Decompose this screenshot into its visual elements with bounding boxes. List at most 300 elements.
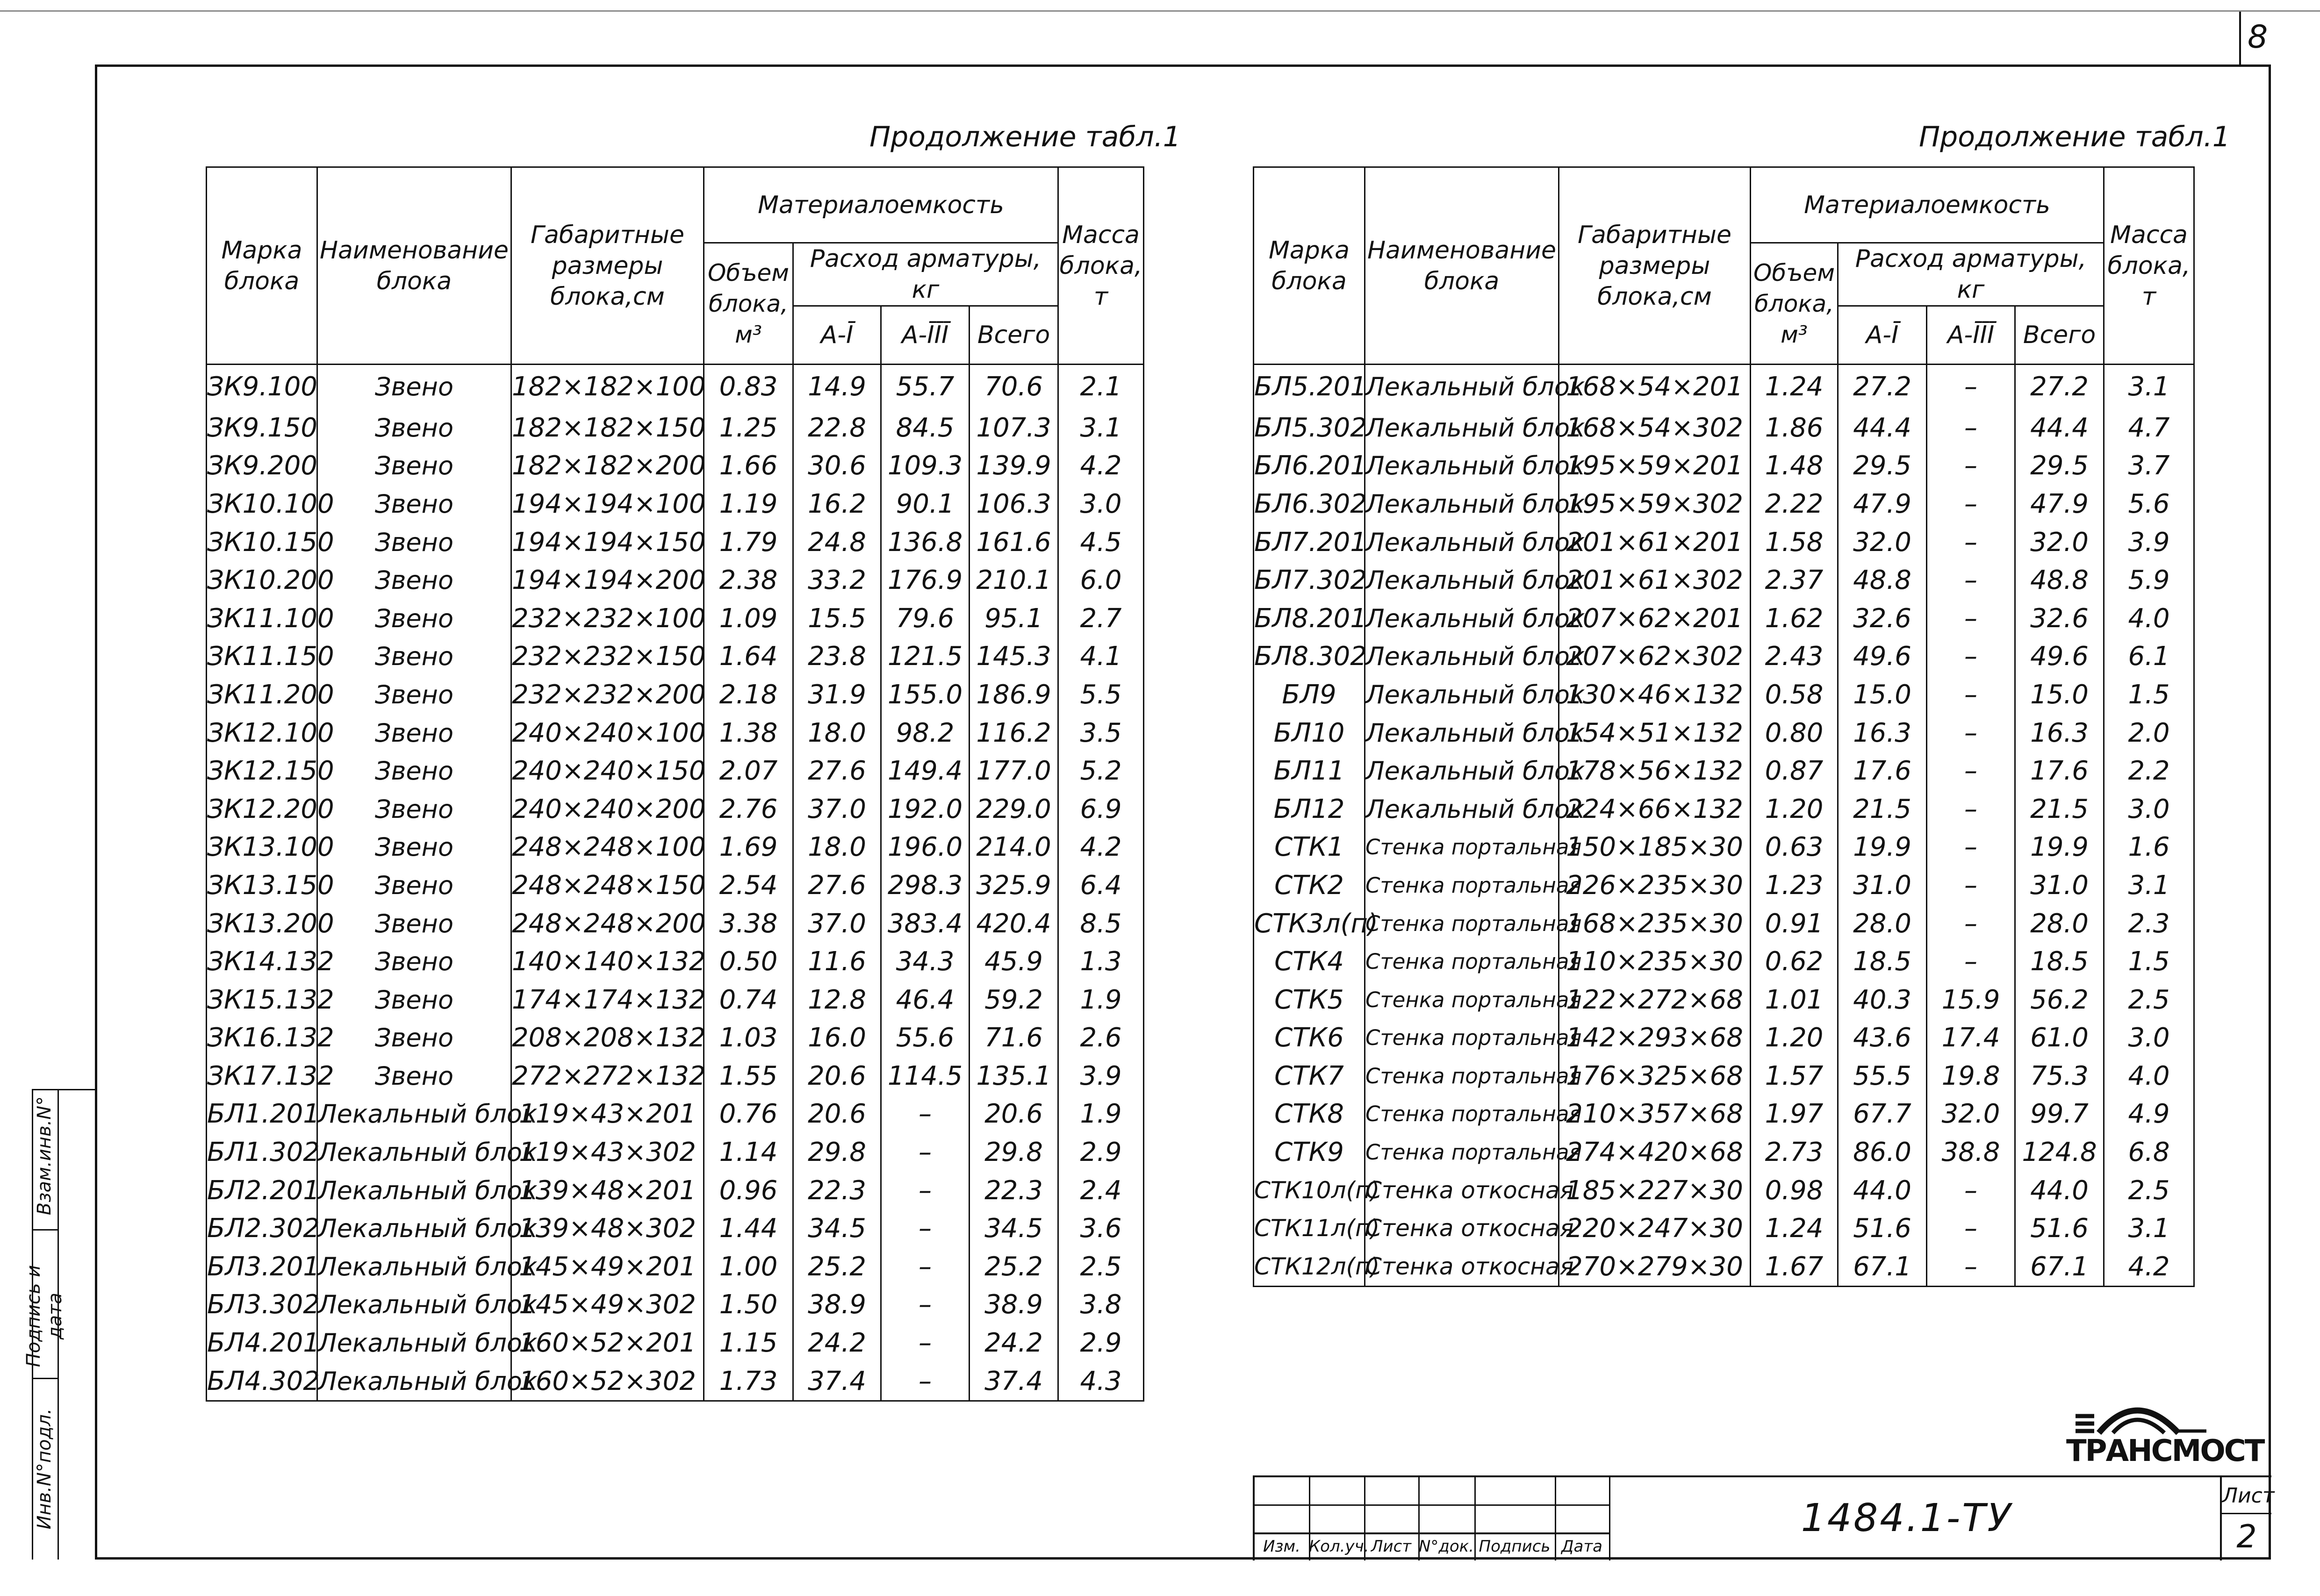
header-volume: Объем блока, м³: [704, 243, 793, 365]
cell-a1: 23.8: [793, 637, 881, 676]
cell-a1: 29.8: [793, 1133, 881, 1172]
cell-total: 29.5: [2015, 447, 2104, 485]
cell-mass: 3.9: [2104, 523, 2194, 561]
cell-mass: 2.5: [1058, 1248, 1144, 1286]
table-row: [1254, 1019, 2194, 1057]
cell-a3: 98.2: [881, 714, 970, 752]
cell-total: 177.0: [970, 752, 1058, 790]
cell-total: 59.2: [970, 981, 1058, 1019]
cell-a1: 48.8: [1838, 561, 1927, 600]
table-row: [207, 485, 1144, 523]
header-rebar: Расход арматуры, кг: [1838, 243, 2104, 306]
cell-a1: 27.6: [793, 752, 881, 790]
cell-total: 106.3: [970, 485, 1058, 523]
cell-volume: 2.22: [1751, 485, 1838, 523]
cell-mark: ЗК10.150: [207, 523, 317, 561]
cell-name: Звено: [317, 676, 511, 714]
header-material: Материалоемкость: [704, 167, 1058, 243]
table-row: [207, 943, 1144, 981]
cell-a1: 11.6: [793, 943, 881, 981]
cell-a3: 34.3: [881, 943, 970, 981]
cell-dims: 168×235×30: [1559, 904, 1751, 943]
cell-volume: 0.87: [1751, 752, 1838, 790]
cell-a3: –: [1927, 1248, 2015, 1287]
cell-a1: 44.0: [1838, 1171, 1927, 1210]
cell-mark: СТК10л(п): [1254, 1171, 1365, 1210]
cell-total: 61.0: [2015, 1019, 2104, 1057]
right-spec-table: [1253, 166, 2195, 1287]
cell-name: Звено: [317, 409, 511, 447]
cell-mark: БЛ3.201: [207, 1248, 317, 1286]
cell-mass: 3.8: [1058, 1286, 1144, 1324]
cell-name: Стенка портальная: [1365, 1095, 1559, 1133]
cell-mass: 3.0: [1058, 485, 1144, 523]
table-row: [207, 1171, 1144, 1210]
cell-a3: 38.8: [1927, 1133, 2015, 1172]
cell-a1: 21.5: [1838, 790, 1927, 828]
cell-total: 37.4: [970, 1362, 1058, 1401]
header-a3: А-ĪĪĪ: [881, 306, 970, 365]
cell-name: Лекальный блок: [317, 1095, 511, 1133]
cell-mass: 3.1: [1058, 409, 1144, 447]
cell-a1: 22.3: [793, 1171, 881, 1210]
cell-volume: 0.96: [704, 1171, 793, 1210]
header-rebar: Расход арматуры, кг: [793, 243, 1058, 306]
table-row: [207, 409, 1144, 447]
cell-a1: 14.9: [793, 365, 881, 409]
sheet-number: 2: [2236, 1518, 2257, 1555]
cell-dims: 110×235×30: [1559, 943, 1751, 981]
cell-mass: 2.5: [2104, 981, 2194, 1019]
cell-a1: 32.0: [1838, 523, 1927, 561]
cell-mass: 3.1: [2104, 1210, 2194, 1248]
header-dims: Габаритные размеры блока,см: [511, 167, 704, 365]
cell-dims: 240×240×200: [511, 790, 704, 828]
cell-mark: БЛ2.302: [207, 1210, 317, 1248]
cell-volume: 3.38: [704, 904, 793, 943]
header-total: Всего: [2015, 306, 2104, 365]
header-material: Материалоемкость: [1751, 167, 2104, 243]
cell-name: Стенка портальная: [1365, 943, 1559, 981]
tb-label-izm: Изм.: [1263, 1537, 1300, 1556]
tb-label-sign: Подпись: [1479, 1537, 1551, 1556]
table-row: [207, 1210, 1144, 1248]
cell-dims: 232×232×200: [511, 676, 704, 714]
cell-volume: 1.73: [704, 1362, 793, 1401]
cell-volume: 1.25: [704, 409, 793, 447]
cell-name: Звено: [317, 752, 511, 790]
cell-total: 51.6: [2015, 1210, 2104, 1248]
header-mass: Масса блока, т: [1058, 167, 1144, 365]
cell-a1: 20.6: [793, 1057, 881, 1095]
cell-name: Стенка портальная: [1365, 1057, 1559, 1095]
cell-mark: БЛ2.201: [207, 1171, 317, 1210]
cell-name: Лекальный блок: [1365, 485, 1559, 523]
cell-a3: –: [1927, 714, 2015, 752]
cell-a1: 86.0: [1838, 1133, 1927, 1172]
cell-total: 32.6: [2015, 599, 2104, 637]
side-stamp: [23, 1089, 95, 1560]
cell-a1: 44.4: [1838, 409, 1927, 447]
table-row: [207, 637, 1144, 676]
table-row: [207, 904, 1144, 943]
cell-dims: 142×293×68: [1559, 1019, 1751, 1057]
frame-left: [95, 64, 97, 1560]
cell-mass: 2.1: [1058, 365, 1144, 409]
table-row: [1254, 599, 2194, 637]
side-stamp-orig-inv: Инв.N°подл.: [34, 1408, 55, 1530]
table-row: [1254, 1057, 2194, 1095]
cell-mass: 4.3: [1058, 1362, 1144, 1401]
table-row: [207, 599, 1144, 637]
cell-a3: –: [881, 1133, 970, 1172]
cell-a3: 149.4: [881, 752, 970, 790]
cell-total: 124.8: [2015, 1133, 2104, 1172]
cell-volume: 1.69: [704, 828, 793, 866]
cell-a3: 84.5: [881, 409, 970, 447]
header-mark: Марка блока: [207, 167, 317, 365]
cell-total: 325.9: [970, 866, 1058, 905]
cell-a1: 20.6: [793, 1095, 881, 1133]
table-row: [1254, 1248, 2194, 1287]
table-row: [207, 447, 1144, 485]
cell-mark: БЛ6.302: [1254, 485, 1365, 523]
cell-total: 210.1: [970, 561, 1058, 600]
cell-dims: 195×59×201: [1559, 447, 1751, 485]
table-row: [207, 981, 1144, 1019]
cell-total: 22.3: [970, 1171, 1058, 1210]
cell-mark: ЗК12.200: [207, 790, 317, 828]
cell-a1: 67.7: [1838, 1095, 1927, 1133]
cell-a1: 51.6: [1838, 1210, 1927, 1248]
cell-volume: 1.01: [1751, 981, 1838, 1019]
cell-mass: 6.4: [1058, 866, 1144, 905]
cell-a1: 16.3: [1838, 714, 1927, 752]
cell-mark: ЗК10.100: [207, 485, 317, 523]
cell-dims: 154×51×132: [1559, 714, 1751, 752]
cell-mass: 2.7: [1058, 599, 1144, 637]
cell-a1: 18.5: [1838, 943, 1927, 981]
cell-name: Лекальный блок: [317, 1133, 511, 1172]
cell-dims: 145×49×302: [511, 1286, 704, 1324]
table-row: [207, 1362, 1144, 1401]
cell-mass: 1.5: [2104, 943, 2194, 981]
cell-total: 99.7: [2015, 1095, 2104, 1133]
cell-volume: 0.62: [1751, 943, 1838, 981]
cell-a1: 34.5: [793, 1210, 881, 1248]
table-row: [207, 1133, 1144, 1172]
table-row: [207, 1095, 1144, 1133]
cell-name: Звено: [317, 828, 511, 866]
cell-total: 45.9: [970, 943, 1058, 981]
cell-a1: 31.9: [793, 676, 881, 714]
cell-total: 75.3: [2015, 1057, 2104, 1095]
cell-mass: 6.1: [2104, 637, 2194, 676]
cell-mass: 2.9: [1058, 1133, 1144, 1172]
table-row: [1254, 409, 2194, 447]
table-row: [207, 1248, 1144, 1286]
cell-volume: 2.37: [1751, 561, 1838, 600]
cell-total: 47.9: [2015, 485, 2104, 523]
cell-dims: 220×247×30: [1559, 1210, 1751, 1248]
cell-a3: 121.5: [881, 637, 970, 676]
cell-total: 16.3: [2015, 714, 2104, 752]
cell-mark: БЛ1.201: [207, 1095, 317, 1133]
cell-name: Стенка портальная: [1365, 866, 1559, 905]
cell-name: Звено: [317, 561, 511, 600]
cell-a3: –: [881, 1171, 970, 1210]
cell-dims: 270×279×30: [1559, 1248, 1751, 1287]
cell-a1: 33.2: [793, 561, 881, 600]
cell-volume: 1.64: [704, 637, 793, 676]
cell-volume: 1.23: [1751, 866, 1838, 905]
cell-dims: 195×59×302: [1559, 485, 1751, 523]
cell-name: Звено: [317, 714, 511, 752]
cell-total: 145.3: [970, 637, 1058, 676]
table-row: [1254, 523, 2194, 561]
cell-name: Стенка портальная: [1365, 904, 1559, 943]
cell-total: 27.2: [2015, 365, 2104, 409]
header-a3: А-ĪĪĪ: [1927, 306, 2015, 365]
header-name: Наименование блока: [1365, 167, 1559, 365]
cell-a1: 16.2: [793, 485, 881, 523]
cell-a3: –: [1927, 676, 2015, 714]
cell-dims: 174×174×132: [511, 981, 704, 1019]
cell-name: Лекальный блок: [317, 1210, 511, 1248]
cell-a3: 79.6: [881, 599, 970, 637]
cell-total: 32.0: [2015, 523, 2104, 561]
header-name: Наименование блока: [317, 167, 511, 365]
cell-dims: 226×235×30: [1559, 866, 1751, 905]
cell-a1: 55.5: [1838, 1057, 1927, 1095]
cell-mark: ЗК12.150: [207, 752, 317, 790]
cell-dims: 240×240×100: [511, 714, 704, 752]
cell-mark: ЗК11.150: [207, 637, 317, 676]
cell-total: 38.9: [970, 1286, 1058, 1324]
cell-mass: 1.3: [1058, 943, 1144, 981]
header-mark: Марка блока: [1254, 167, 1365, 365]
cell-dims: 119×43×302: [511, 1133, 704, 1172]
left-table-body: [207, 365, 1144, 1401]
table-row: [1254, 1095, 2194, 1133]
cell-name: Звено: [317, 447, 511, 485]
cell-total: 420.4: [970, 904, 1058, 943]
cell-mass: 2.9: [1058, 1324, 1144, 1362]
table-row: [207, 752, 1144, 790]
cell-name: Звено: [317, 599, 511, 637]
cell-mark: СТК5: [1254, 981, 1365, 1019]
cell-a3: –: [1927, 365, 2015, 409]
cell-mark: БЛ8.201: [1254, 599, 1365, 637]
cell-dims: 185×227×30: [1559, 1171, 1751, 1210]
cell-total: 44.4: [2015, 409, 2104, 447]
cell-mass: 6.8: [2104, 1133, 2194, 1172]
cell-a1: 37.0: [793, 904, 881, 943]
cell-name: Лекальный блок: [317, 1171, 511, 1210]
cell-name: Стенка откосная: [1365, 1210, 1559, 1248]
cell-a3: –: [1927, 752, 2015, 790]
cell-volume: 0.58: [1751, 676, 1838, 714]
cell-name: Стенка портальная: [1365, 828, 1559, 866]
cell-name: Лекальный блок: [1365, 447, 1559, 485]
cell-volume: 1.67: [1751, 1248, 1838, 1287]
cell-mass: 5.9: [2104, 561, 2194, 600]
cell-mark: СТК11л(п): [1254, 1210, 1365, 1248]
table-row: [1254, 561, 2194, 600]
cell-a1: 37.4: [793, 1362, 881, 1401]
table-row: [207, 365, 1144, 409]
cell-mass: 6.0: [1058, 561, 1144, 600]
cell-mark: СТК3л(п): [1254, 904, 1365, 943]
table-row: [1254, 365, 2194, 409]
cell-a3: –: [1927, 409, 2015, 447]
left-continuation-caption: Продолжение табл.1: [869, 121, 1181, 153]
cell-mass: 4.7: [2104, 409, 2194, 447]
right-table-body: [1254, 365, 2194, 1287]
cell-dims: 160×52×302: [511, 1362, 704, 1401]
table-row: [1254, 1133, 2194, 1172]
cell-a3: 90.1: [881, 485, 970, 523]
tb-label-doc: N°док.: [1418, 1537, 1474, 1556]
cell-dims: 207×62×302: [1559, 637, 1751, 676]
cell-name: Лекальный блок: [1365, 599, 1559, 637]
table-row: [1254, 981, 2194, 1019]
cell-mark: БЛ8.302: [1254, 637, 1365, 676]
cell-a1: 15.0: [1838, 676, 1927, 714]
cell-mass: 2.5: [2104, 1171, 2194, 1210]
cell-mark: СТК7: [1254, 1057, 1365, 1095]
table-row: [1254, 1171, 2194, 1210]
table-row: [207, 523, 1144, 561]
cell-a1: 24.8: [793, 523, 881, 561]
cell-dims: 145×49×201: [511, 1248, 704, 1286]
cell-dims: 207×62×201: [1559, 599, 1751, 637]
title-block: [1253, 1475, 2275, 1560]
cell-a1: 18.0: [793, 828, 881, 866]
tb-label-kol: Кол.уч.: [1309, 1537, 1369, 1556]
cell-a3: –: [881, 1248, 970, 1286]
cell-mark: БЛ4.302: [207, 1362, 317, 1401]
cell-dims: 182×182×100: [511, 365, 704, 409]
cell-mark: БЛ10: [1254, 714, 1365, 752]
cell-mark: БЛ5.302: [1254, 409, 1365, 447]
cell-mark: БЛ9: [1254, 676, 1365, 714]
cell-name: Стенка портальная: [1365, 981, 1559, 1019]
cell-mark: БЛ6.201: [1254, 447, 1365, 485]
cell-a3: –: [1927, 828, 2015, 866]
cell-a3: –: [1927, 599, 2015, 637]
cell-a1: 67.1: [1838, 1248, 1927, 1287]
table-row: [207, 866, 1144, 905]
table-row: [207, 561, 1144, 600]
cell-volume: 2.38: [704, 561, 793, 600]
cell-mass: 3.1: [2104, 866, 2194, 905]
company-logo: [2066, 1393, 2267, 1467]
cell-dims: 176×325×68: [1559, 1057, 1751, 1095]
cell-volume: 1.50: [704, 1286, 793, 1324]
table-row: [1254, 485, 2194, 523]
cell-a1: 16.0: [793, 1019, 881, 1057]
cell-volume: 2.54: [704, 866, 793, 905]
cell-dims: 240×240×150: [511, 752, 704, 790]
cell-mark: СТК12л(п): [1254, 1248, 1365, 1287]
cell-dims: 182×182×200: [511, 447, 704, 485]
cell-mass: 5.2: [1058, 752, 1144, 790]
cell-mark: ЗК9.100: [207, 365, 317, 409]
table-row: [1254, 904, 2194, 943]
cell-mark: БЛ3.302: [207, 1286, 317, 1324]
cell-a1: 19.9: [1838, 828, 1927, 866]
cell-mass: 4.5: [1058, 523, 1144, 561]
cell-total: 161.6: [970, 523, 1058, 561]
cell-dims: 232×232×100: [511, 599, 704, 637]
cell-volume: 1.79: [704, 523, 793, 561]
document-designation: 1484.1-ТУ: [1801, 1496, 2013, 1540]
cell-mark: ЗК17.132: [207, 1057, 317, 1095]
cell-name: Звено: [317, 790, 511, 828]
cell-a3: –: [1927, 523, 2015, 561]
cell-mark: ЗК11.200: [207, 676, 317, 714]
cell-total: 25.2: [970, 1248, 1058, 1286]
cell-mark: ЗК15.132: [207, 981, 317, 1019]
cell-mass: 4.9: [2104, 1095, 2194, 1133]
cell-volume: 1.15: [704, 1324, 793, 1362]
header-dims: Габаритные размеры блока,см: [1559, 167, 1751, 365]
cell-total: 70.6: [970, 365, 1058, 409]
cell-dims: 274×420×68: [1559, 1133, 1751, 1172]
table-row: [1254, 714, 2194, 752]
cell-total: 186.9: [970, 676, 1058, 714]
cell-dims: 232×232×150: [511, 637, 704, 676]
cell-mass: 3.6: [1058, 1210, 1144, 1248]
cell-a1: 27.2: [1838, 365, 1927, 409]
cell-a1: 38.9: [793, 1286, 881, 1324]
cell-name: Лекальный блок: [1365, 561, 1559, 600]
cell-name: Лекальный блок: [1365, 714, 1559, 752]
cell-mark: БЛ4.201: [207, 1324, 317, 1362]
cell-total: 29.8: [970, 1133, 1058, 1172]
cell-a3: 17.4: [1927, 1019, 2015, 1057]
table-row: [1254, 943, 2194, 981]
cell-dims: 130×46×132: [1559, 676, 1751, 714]
side-stamp-replace-inv: Взам.инв.N°: [34, 1096, 55, 1216]
cell-total: 139.9: [970, 447, 1058, 485]
cell-total: 71.6: [970, 1019, 1058, 1057]
cell-mass: 4.2: [1058, 447, 1144, 485]
cell-a1: 25.2: [793, 1248, 881, 1286]
cell-volume: 0.98: [1751, 1171, 1838, 1210]
cell-mark: ЗК11.100: [207, 599, 317, 637]
cell-a3: 176.9: [881, 561, 970, 600]
cell-mass: 5.6: [2104, 485, 2194, 523]
header-volume: Объем блока, м³: [1751, 243, 1838, 365]
cell-dims: 210×357×68: [1559, 1095, 1751, 1133]
cell-mass: 2.6: [1058, 1019, 1144, 1057]
corner-box-left: [2239, 12, 2241, 64]
cell-a1: 17.6: [1838, 752, 1927, 790]
cell-name: Звено: [317, 904, 511, 943]
cell-volume: 1.58: [1751, 523, 1838, 561]
cell-mass: 1.5: [2104, 676, 2194, 714]
cell-total: 44.0: [2015, 1171, 2104, 1210]
logo-text: ТРАНСМОСТ: [2066, 1434, 2264, 1468]
cell-total: 18.5: [2015, 943, 2104, 981]
cell-total: 49.6: [2015, 637, 2104, 676]
cell-total: 31.0: [2015, 866, 2104, 905]
cell-volume: 2.18: [704, 676, 793, 714]
cell-a3: –: [1927, 637, 2015, 676]
cell-mark: БЛ1.302: [207, 1133, 317, 1172]
